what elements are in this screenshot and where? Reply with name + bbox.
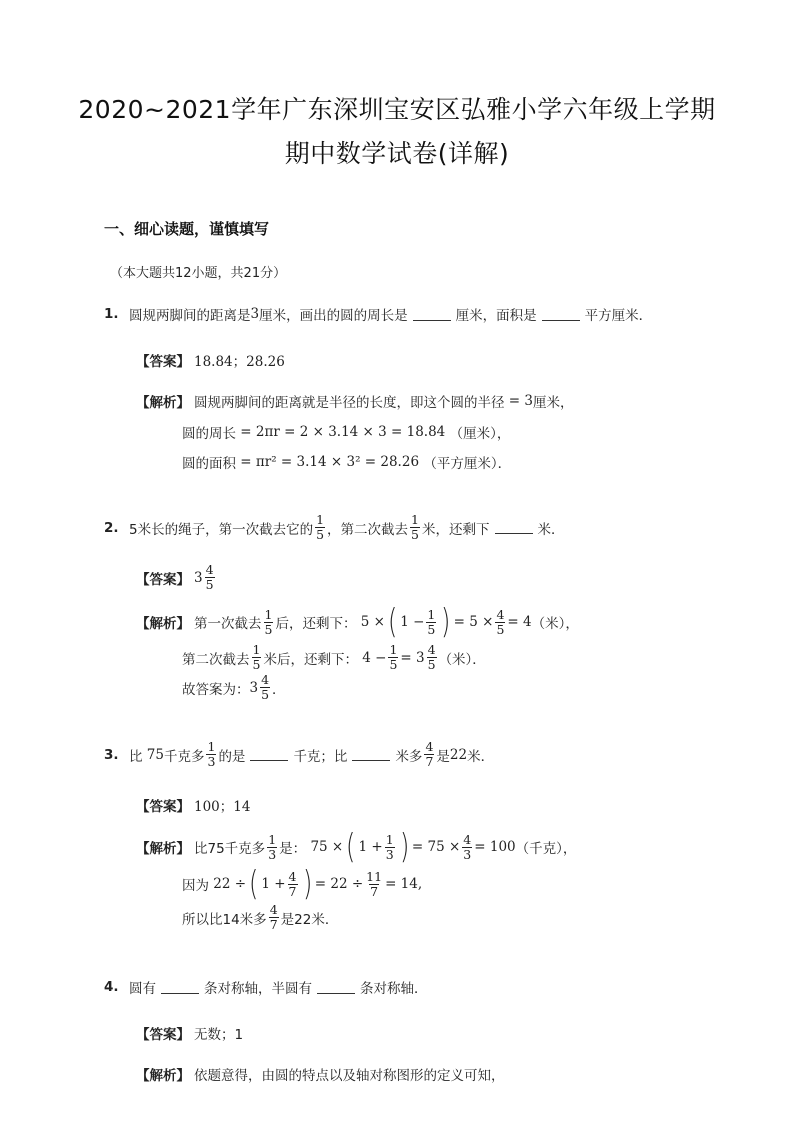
answer-label: 【答案】 [136, 1027, 190, 1043]
analysis-label: 【解析】 [136, 1068, 190, 1084]
analysis-3-line-3: 所以比14米多 $\frac{4}{7}$ 是22米． [182, 902, 339, 932]
fraction: $\frac{1}{5}$ [389, 642, 398, 672]
answer-blank [542, 308, 580, 321]
analysis-label: 【解析】 [136, 616, 190, 632]
analysis-1-line-3: 圆的面积 = πr² = 3.14 × 3² = 28.26 （平方厘米）． [182, 454, 512, 472]
fraction: $\frac{11}{7}$ [366, 868, 383, 899]
analysis-2-line-2: 第二次截去 $\frac{1}{5}$ 米后，还剩下： 4 − $\frac{1}{5}$ = 3 $\frac{4}{5}$ （米）． [182, 642, 486, 672]
question-2: 2. 5米长的绳子，第一次截去它的 $\frac{1}{5}$ ，第二次截去 $\frac{1}{5}$ 米，还剩下 米． [104, 512, 565, 542]
fraction: $\frac{1}{3}$ [207, 739, 216, 769]
question-number: 3. [104, 746, 119, 763]
answer-blank [161, 981, 199, 994]
fraction: $\frac{4}{7}$ [425, 739, 434, 769]
question-1: 1. 圆规两脚间的距离是 3 厘米，画出的圆的周长是 厘米，面积是 平方厘米． [104, 306, 653, 324]
answer-label: 【答案】 [136, 354, 190, 370]
answer-1: 【答案】 18.84；28.26 [136, 350, 285, 370]
answer-blank [250, 748, 288, 761]
doc-title-line-1: 2020~2021学年广东深圳宝安区弘雅小学六年级上学期 [78, 95, 716, 124]
answer-3: 【答案】 100；14 [136, 795, 250, 815]
answer-blank [495, 521, 533, 534]
fraction: $\frac{4}{5}$ [427, 642, 436, 672]
answer-blank [413, 308, 451, 321]
question-number: 1. [104, 306, 119, 322]
analysis-3-line-2: 因为 22 ÷ ( 1 + $\frac{4}{7}$ ) = 22 ÷ $\frac{11}{7}$ = 14, [182, 864, 423, 904]
analysis-1: 【解析】 圆规两脚间的距离就是半径的长度，即这个圆的半径 = 3 厘米， [136, 393, 574, 411]
answer-blank [352, 748, 390, 761]
analysis-label: 【解析】 [136, 841, 190, 857]
analysis-2-line-3: 故答案为： 3 $\frac{4}{5}$ ． [182, 672, 286, 702]
question-3: 3. 比 75 千克多 $\frac{1}{3}$ 的是 千克；比 米多 $\frac{4}{7}$ 是 22 米． [104, 739, 495, 769]
analysis-2: 【解析】 第一次截去 $\frac{1}{5}$ 后，还剩下： 5 × ( 1 − $\frac{1}{5}$ ) = 5 × $\frac{4}{5}$ = 4 （米）， [136, 602, 579, 642]
answer-4: 【答案】 无数；1 [136, 1023, 243, 1043]
fraction: $\frac{1}{5}$ [252, 642, 261, 672]
fraction: $\frac{1}{3}$ [385, 831, 394, 862]
analysis-1-line-2: 圆的周长 = 2πr = 2 × 3.14 × 3 = 18.84 （厘米）， [182, 424, 511, 442]
fraction: $\frac{1}{5}$ [411, 512, 419, 542]
fraction: $\frac{4}{7}$ [269, 902, 278, 932]
doc-title-line-2: 期中数学试卷(详解) [284, 139, 510, 168]
fraction: $\frac{4}{5}$ [496, 606, 505, 637]
answer-label: 【答案】 [136, 799, 190, 815]
fraction: $\frac{4}{3}$ [463, 831, 472, 862]
mixed-number: 3 $\frac{4}{5}$ [194, 562, 214, 592]
answer-2 [136, 563, 217, 592]
fraction: $\frac{1}{3}$ [268, 831, 277, 862]
fraction: $\frac{1}{5}$ [427, 606, 436, 637]
section-note: （本大题共12小题，共21分） [110, 266, 287, 281]
analysis-3: 【解析】 比75千克多 $\frac{1}{3}$ 是： 75 × ( 1 + $\frac{1}{3}$ ) = 75 × $\frac{4}{3}$ = 100 （千克）， [136, 827, 577, 867]
analysis-4: 【解析】 依题意得，由圆的特点以及轴对称图形的定义可知， [136, 1064, 505, 1084]
question-number: 2. [104, 519, 119, 536]
fraction: $\frac{1}{5}$ [316, 512, 325, 542]
answer-blank [317, 981, 355, 994]
section-title: 一、细心读题，谨慎填写 [104, 220, 270, 238]
analysis-label: 【解析】 [136, 395, 190, 411]
fraction: $\frac{4}{5}$ [261, 672, 270, 702]
answer-label: 【答案】 [136, 571, 190, 588]
question-4: 4. 圆有 条对称轴，半圆有 条对称轴． [104, 979, 428, 997]
fraction: $\frac{1}{5}$ [264, 606, 273, 637]
fraction: $\frac{4}{7}$ [288, 868, 297, 899]
question-number: 4. [104, 979, 119, 995]
